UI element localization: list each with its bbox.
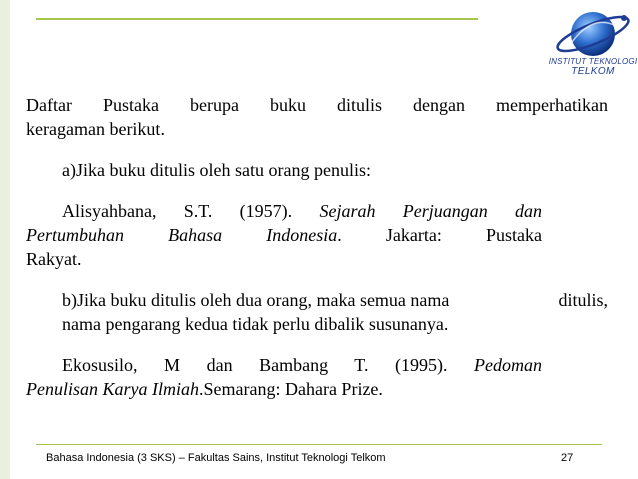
ref-b-authors: Ekosusilo, M dan Bambang T. (1995). <box>62 355 475 375</box>
case-b-label-tail: ditulis, <box>558 290 608 310</box>
footer-course-text: Bahasa Indonesia (3 SKS) – Fakultas Sains, Institut Teknologi Telkom <box>46 452 386 464</box>
case-b-label-line2: nama pengarang kedua tidak perlu dibalik susunanya. <box>62 314 449 334</box>
intro-line1: Daftar Pustaka berupa buku ditulis dengan memperhatikan <box>26 95 608 115</box>
case-b-reference-line2 <box>26 377 608 401</box>
logo-text-line2: TELKOM <box>571 66 615 77</box>
case-a-label: a)Jika buku ditulis oleh satu orang penulis: <box>62 160 371 180</box>
case-b-label-text: b)Jika buku ditulis oleh dua orang, maka semua nama <box>62 290 450 310</box>
slide-body <box>26 93 608 401</box>
case-a-reference-line3: Rakyat. <box>26 249 82 269</box>
footer-divider-line <box>36 444 602 445</box>
ref-b-title-part1: Pedoman <box>474 355 542 375</box>
logo-text-line1: INSTITUT TEKNOLOGI <box>548 57 638 66</box>
ref-a-publisher: . Jakarta: Pustaka <box>337 225 543 245</box>
case-b-label-line1 <box>26 288 608 312</box>
left-side-bar <box>0 0 10 479</box>
case-b-reference-line1 <box>26 353 542 377</box>
slide-footer <box>0 444 638 479</box>
ref-a-title-part1: Sejarah Perjuangan dan <box>319 201 542 221</box>
intro-line2: keragaman berikut. <box>26 119 165 139</box>
page-number: 27 <box>561 452 574 464</box>
ref-b-publisher: .Semarang: Dahara Prize. <box>199 379 383 399</box>
ref-a-authors: Alisyahbana, S.T. (1957). <box>62 201 320 221</box>
globe-orbit-logo-icon <box>548 4 638 60</box>
title-divider-line <box>36 18 478 20</box>
ref-b-title-part2: Penulisan Karya Ilmiah <box>26 379 199 399</box>
case-a-reference-line2 <box>26 223 542 247</box>
institution-logo <box>548 4 638 82</box>
case-a-reference-line1 <box>26 199 542 223</box>
ref-a-title-part2: Pertumbuhan Bahasa Indonesia <box>26 225 338 245</box>
